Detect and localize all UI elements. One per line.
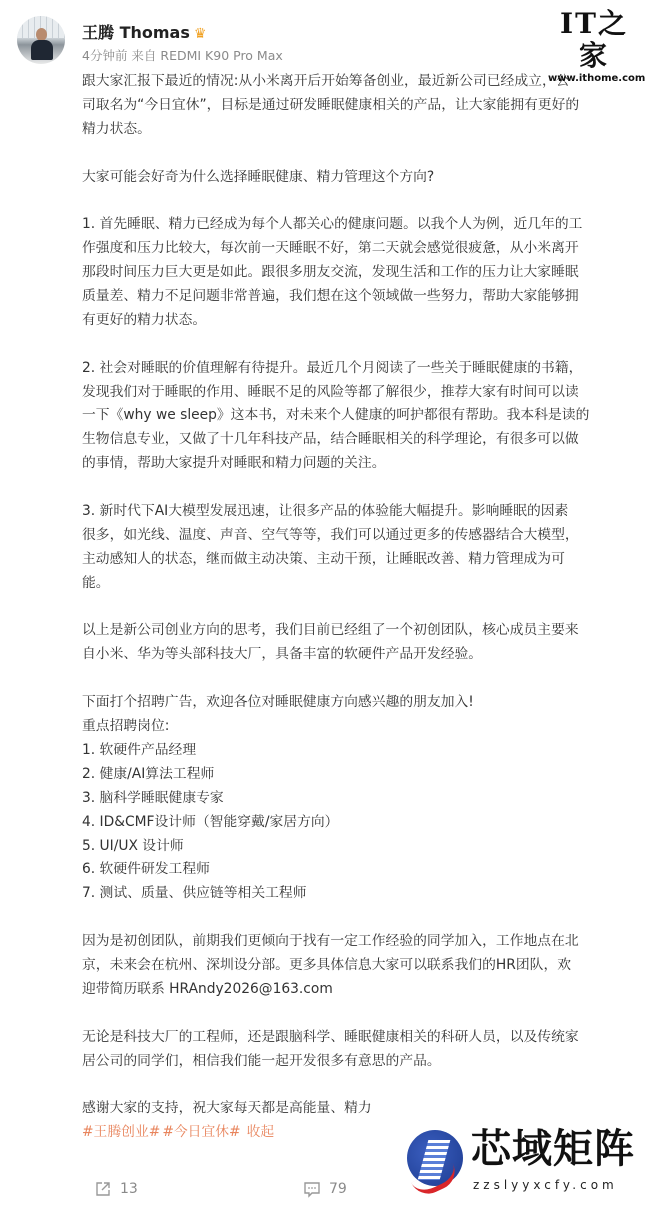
overlay-logo-url: zzslyyxcfy.com — [473, 1178, 618, 1192]
text-line: 主动感知人的状态，继而做主动决策、主动干预，让睡眠改善、精力管理成为可 — [82, 550, 565, 567]
text-line: 作强度和压力比较大，每次前一天睡眠不好，第二天就会感觉很疲惫，从小米离开 — [82, 240, 579, 257]
text-line: 因为是初创团队，前期我们更倾向于找有一定工作经验的同学加入，工作地点在北 — [82, 933, 579, 950]
post-meta: 4分钟前 来自 REDMI K90 Pro Max — [82, 48, 283, 63]
paragraph — [82, 1097, 582, 1121]
comment-button[interactable] — [303, 1180, 347, 1198]
text-line: 1. 首先睡眠、精力已经成为每个人都关心的健康问题。以我个人为例，近几年的工 — [82, 216, 583, 233]
text-line: 有更好的精力状态。 — [82, 311, 207, 328]
text-line: 7. 测试、质量、供应链等相关工程师 — [82, 885, 307, 902]
paragraph — [82, 619, 582, 667]
text-line: 跟大家汇报下最近的情况:从小米离开后开始筹备创业，最近新公司已经成立，公 — [82, 73, 570, 89]
paragraph — [82, 70, 582, 142]
text-line: 3. 脑科学睡眠健康专家 — [82, 789, 224, 806]
share-button[interactable] — [94, 1180, 138, 1198]
text-line: 发现我们对于睡眠的作用、睡眠不足的风险等都了解很少，推荐大家有时间可以读 — [82, 383, 579, 400]
comment-icon — [303, 1180, 321, 1198]
text-line: 4. ID&CMF设计师（智能穿戴/家居方向） — [82, 813, 339, 830]
text-line: 2. 健康/AI算法工程师 — [82, 765, 215, 782]
text-line: 京，未来会在杭州、深圳设分部。更多具体信息大家可以联系我们的HR团队，欢 — [82, 956, 572, 973]
comment-count: 79 — [329, 1181, 347, 1197]
text-line: 无论是科技大厂的工程师，还是跟脑科学、睡眠健康相关的科研人员，以及传统家 — [82, 1028, 579, 1045]
text-line: 重点招聘岗位: — [82, 718, 170, 735]
hashtag-link[interactable]: #王腾创业# — [82, 1124, 161, 1141]
author-name-row[interactable] — [82, 20, 206, 43]
text-line: 5. UI/UX 设计师 — [82, 837, 184, 854]
text-line: 能。 — [82, 574, 110, 591]
text-line: 感谢大家的支持，祝大家每天都是高能量、精力 — [82, 1100, 372, 1117]
text-line: 的事情，帮助大家提升对睡眠和精力问题的关注。 — [82, 455, 386, 472]
text-line: 生物信息专业，又做了十几年科技产品，结合睡眠相关的科学理论，有很多可以做 — [82, 431, 579, 448]
text-line: 6. 软硬件研发工程师 — [82, 861, 210, 878]
text-line: 1. 软硬件产品经理 — [82, 741, 197, 758]
crown-icon: ♛ — [193, 26, 207, 42]
hashtag-row — [82, 1121, 276, 1145]
text-line: 精力状态。 — [82, 120, 151, 137]
text-line: 居公司的同学们，相信我们能一起开发很多有意思的产品。 — [82, 1052, 441, 1069]
overlay-logo-title: 芯域矩阵 — [471, 1125, 635, 1172]
post-content — [82, 70, 590, 1145]
avatar[interactable] — [17, 16, 65, 64]
text-line: 很多，如光线、温度、声音、空气等等，我们可以通过更多的传感器结合大模型， — [82, 526, 579, 543]
paragraph — [82, 1026, 582, 1074]
paragraph — [82, 166, 582, 190]
text-line: 下面打个招聘广告，欢迎各位对睡眠健康方向感兴趣的朋友加入! — [82, 694, 474, 711]
paragraph — [82, 213, 582, 332]
text-line: 迎带简历联系 HRAndy2026@163.com — [82, 980, 333, 997]
text-line: 以上是新公司创业方向的思考，我们目前已经组了一个初创团队，核心成员主要来 — [82, 622, 579, 639]
paragraph — [82, 500, 582, 596]
author-name[interactable]: 王腾 Thomas — [82, 23, 190, 42]
paragraph — [82, 691, 582, 906]
hashtag-link[interactable]: #今日宜休# — [162, 1124, 241, 1141]
text-line: 自小米、华为等头部科技大厂，具备丰富的软硬件产品开发经验。 — [82, 646, 483, 663]
text-line: 司取名为“今日宜休”，目标是通过研发睡眠健康相关的产品，让大家能拥有更好的 — [82, 96, 580, 113]
paragraph — [82, 357, 590, 476]
share-icon — [94, 1180, 112, 1198]
text-line: 质量差、精力不足问题非常普遍，我们想在这个领域做一些努力，帮助大家能够拥 — [82, 288, 579, 305]
overlay-watermark-logo — [405, 1124, 647, 1200]
text-line: 大家可能会好奇为什么选择睡眠健康、精力管理这个方向? — [82, 168, 435, 185]
text-line: 那段时间压力巨大更是如此。跟很多朋友交流，发现生活和工作的压力让大家睡眠 — [82, 264, 579, 281]
paragraph — [82, 930, 582, 1002]
collapse-link[interactable]: 收起 — [246, 1124, 275, 1141]
text-line: 一下《why we sleep》这本书，对未来个人健康的呵护都很有帮助。我本科是读的 — [82, 407, 590, 424]
ithome-logo-mark: IT之家 — [560, 7, 628, 72]
text-line: 2. 社会对睡眠的价值理解有待提升。最近几个月阅读了一些关于睡眠健康的书籍， — [82, 359, 583, 376]
text-line: 3. 新时代下AI大模型发展迅速，让很多产品的体验能大幅提升。影响睡眠的因素 — [82, 503, 569, 520]
avatar-body — [31, 40, 53, 60]
ithome-logo-url: www.ithome.com — [548, 73, 646, 84]
share-count: 13 — [120, 1181, 138, 1197]
